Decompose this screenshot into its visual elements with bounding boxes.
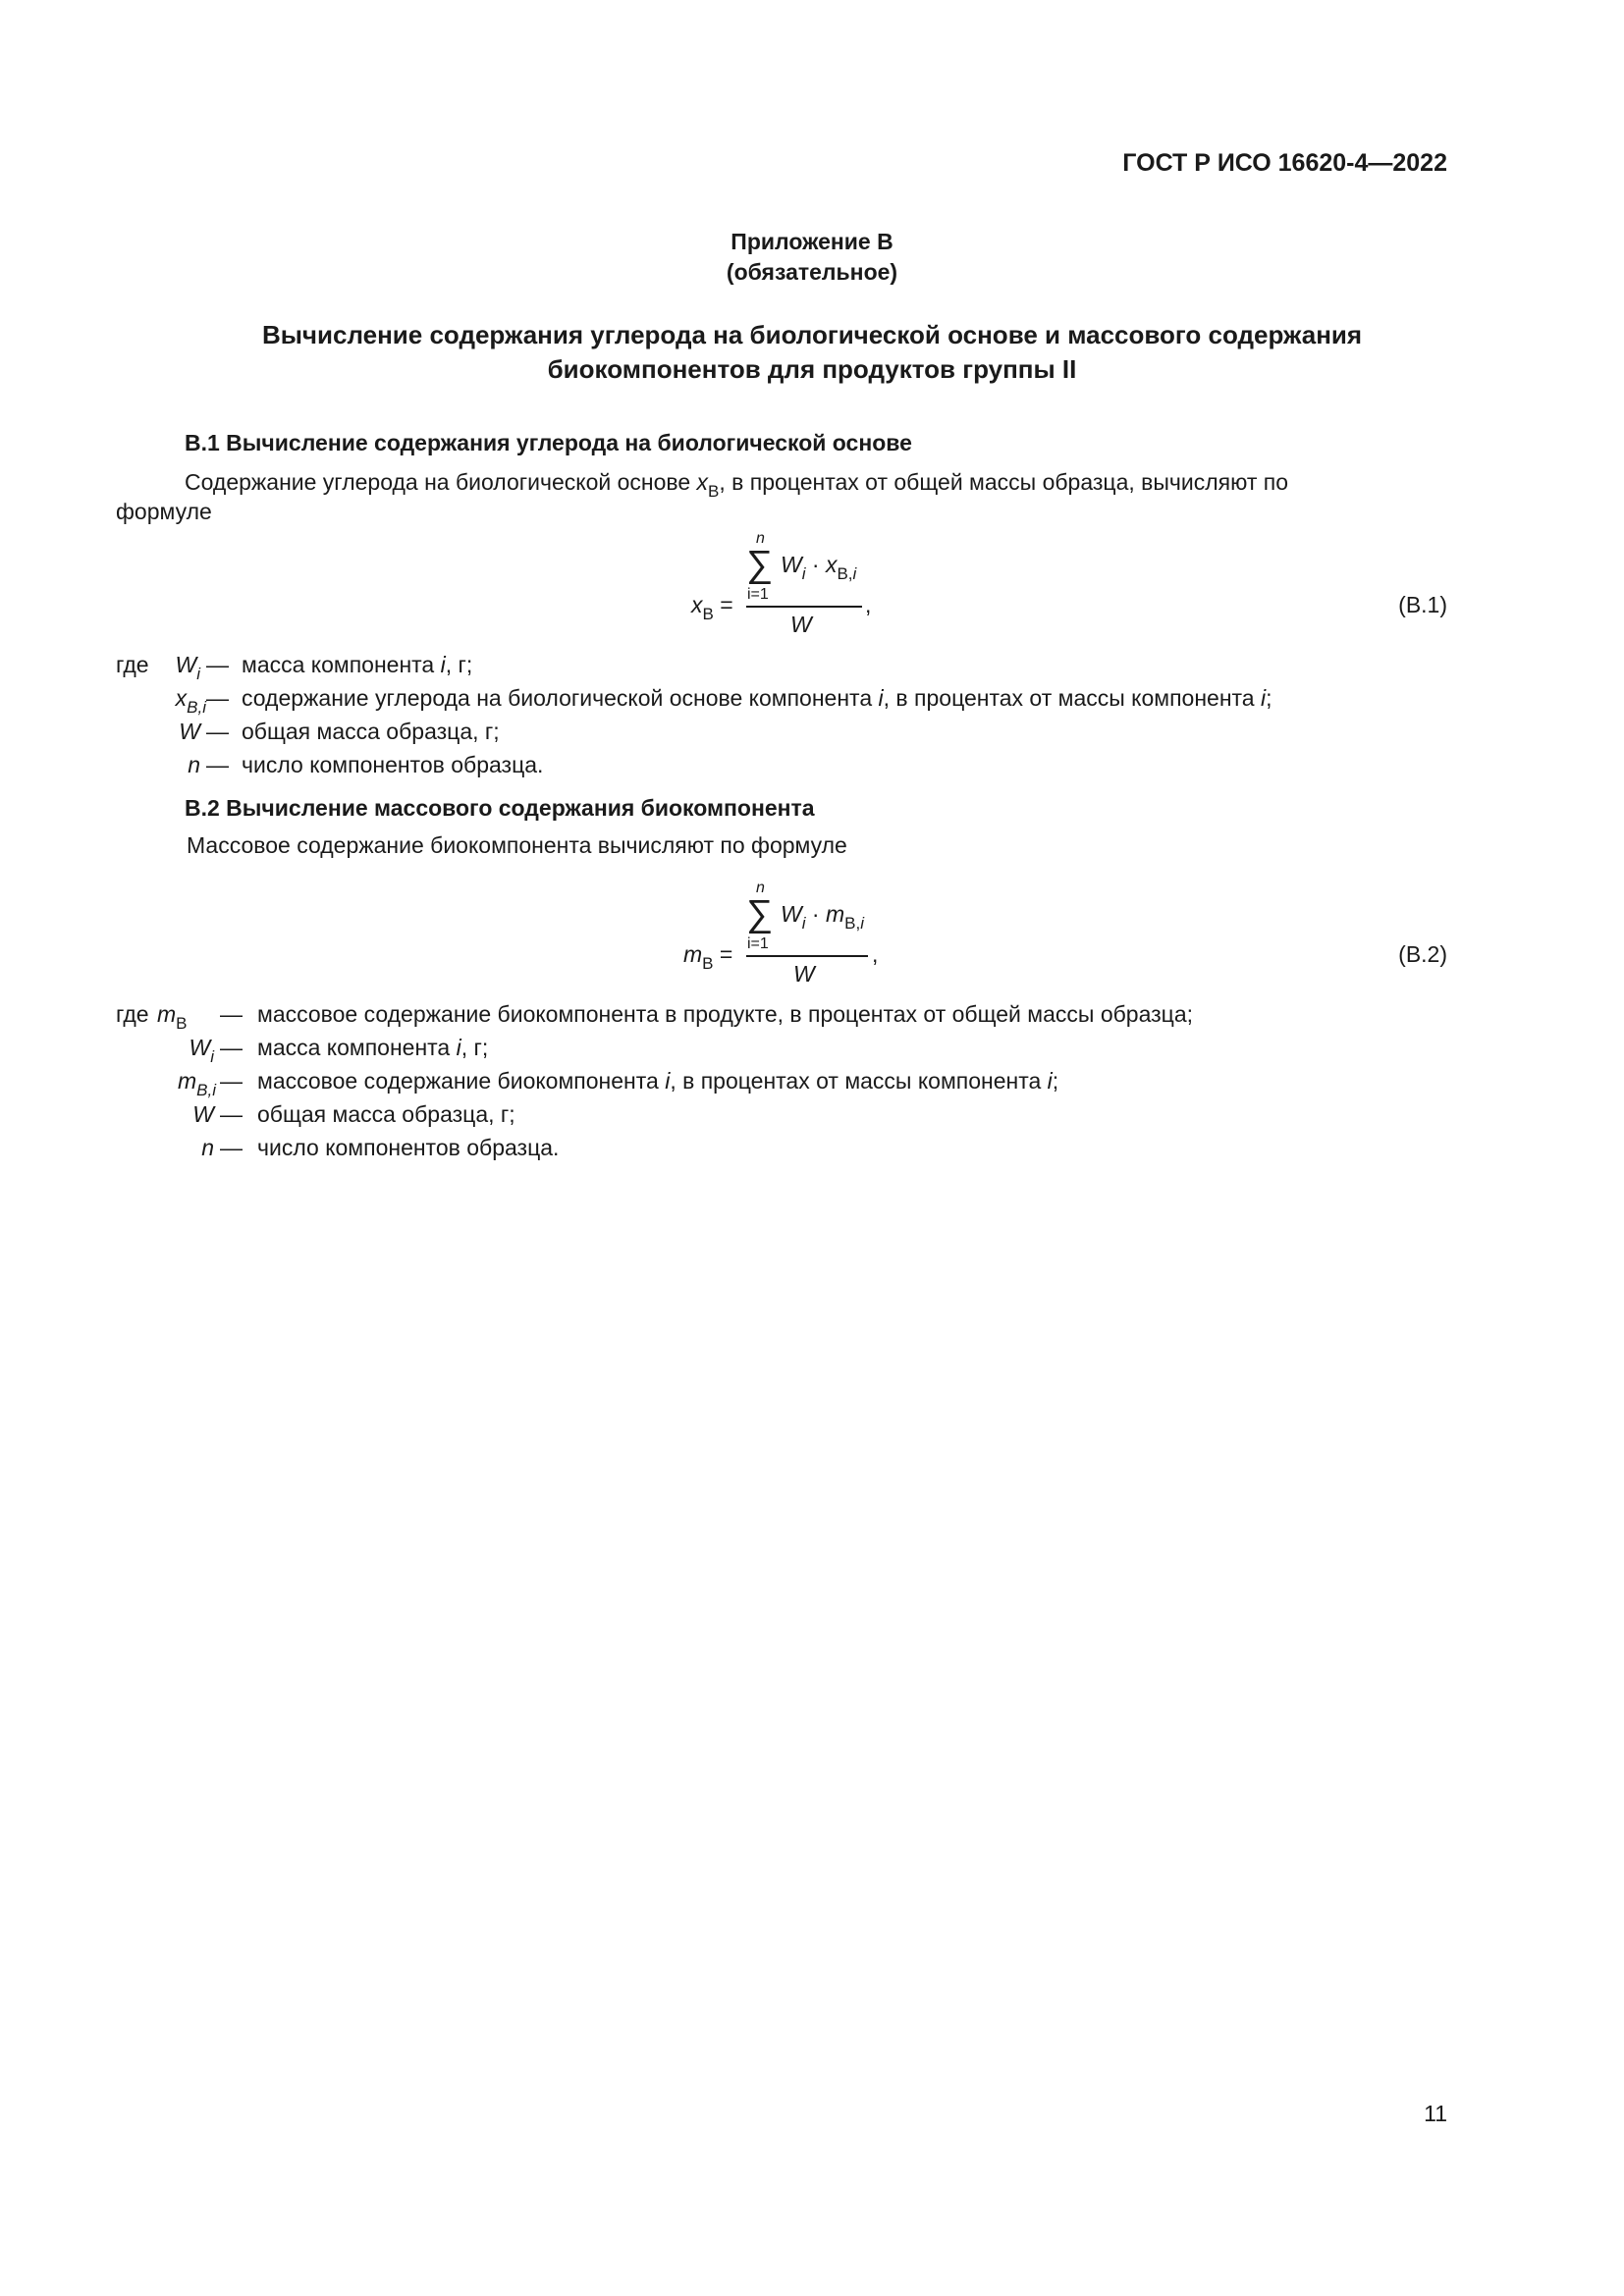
annex-label: Приложение В: [731, 229, 893, 254]
formula-b2-num-m-sub-i: i: [860, 914, 864, 933]
formula-b2-equals: =: [719, 941, 733, 967]
formula-b2-denominator: W: [793, 961, 815, 987]
formula-b1-lhs-sub: B: [702, 605, 714, 623]
def-text: массовое содержание биокомпонента в продукте, в процентах от общей массы образца;: [257, 1001, 1194, 1027]
intro-symbol: x: [696, 469, 709, 495]
formula-b1-comma: ,: [865, 592, 872, 617]
def-symbol: $x_{B,i}$: [175, 685, 206, 717]
section-b2-heading: В.2 Вычисление массового содержания биокомпонента: [185, 795, 815, 821]
formula-b2-lhs: [683, 941, 733, 973]
formula-b1-lhs-symbol: x: [691, 592, 703, 617]
intro-text-after: , в процентах от общей массы образца, вычисляют по: [719, 469, 1289, 495]
formula-b2-lhs-sub: B: [702, 954, 714, 973]
def-text: массовое содержание биокомпонента i, в процентах от массы компонента i;: [257, 1068, 1059, 1094]
def-text: масса компонента i, г;: [257, 1035, 489, 1060]
formula-b1-num-x-sub-i: i: [852, 564, 857, 583]
formula-b2-fraction-bar: [746, 955, 868, 957]
def-text: число компонентов образца.: [257, 1135, 560, 1160]
def-symbol: $m_{B,i}$: [177, 1068, 216, 1099]
formula-b2-number: (В.2): [1398, 941, 1447, 967]
formula-b1-num-w-sub: i: [801, 564, 806, 583]
formula-b2-sum-sign: ∑: [746, 893, 774, 934]
def-symbol: $W_i$: [175, 652, 200, 683]
formula-b1-numerator: [781, 552, 857, 583]
formula-b1-num-x-sub-b: B,: [837, 564, 853, 583]
formula-b1-sum-sign: ∑: [746, 544, 774, 585]
section-b1-intro-line2: формуле: [116, 499, 212, 524]
section-b1-intro: [116, 465, 1447, 502]
where-label-b1: где: [116, 652, 149, 677]
formula-b2-num-w: W: [781, 901, 802, 927]
def-text: содержание углерода на биологической основе компонента i, в процентах от массы компонента i;: [242, 685, 1272, 711]
annex-title-line1: Вычисление содержания углерода на биологической основе и массового содержания: [261, 320, 1363, 349]
formula-b2-num-m-sub: [844, 914, 864, 933]
formula-b2-lhs-symbol: m: [683, 941, 703, 967]
formula-b2-comma: ,: [872, 941, 879, 967]
formula-b1-number: (В.1): [1398, 592, 1447, 617]
annex-title: [118, 318, 1506, 387]
formula-b1-fraction-bar: [746, 606, 862, 608]
intro-text-before: Содержание углерода на биологической основе: [185, 469, 697, 495]
def-symbol: n: [201, 1135, 214, 1160]
def-symbol: W: [192, 1101, 214, 1127]
def-symbol: W: [179, 719, 200, 744]
document-page: ГОСТ Р ИСО 16620-4—2022 Приложение В (обязательное) Вычисление содержания углерода на биологической основе и массового содержания биокомпонентов для продуктов группы II В.1 Вычисление содержания углерода на биологической основе Содержание углерода на биологической основе $x_B$, в процентах от общей массы образца, вычисляют по формуле n ∑ i=1 $W_i \cdot x_{B,i}$ W $x_B$ = , (В.1) где $W_i$ — масса компонента i, г; $x_{B,i}$ — содержание углерода на биологической основе компонента i, в процентах от массы компонента i; W — общая масса образца, г; n — число компонентов образца. В.2 Вычисление массового содержания биокомпонента Массовое содержание биокомпонента вычисляют по формуле n ∑ i=1 $W_i \cdot m_{B,i}$ W $m_B$ = , (В.2) где $m_B$ — массовое содержание биокомпонента в продукте, в процентах от общей массы образца; $W_i$ — масса компонента i, г; $m_{B,i}$ — массовое содержание биокомпонента i, в процентах от массы компонента i; W — общая масса образца, г; n — число компонентов образца. 11: [0, 0, 1624, 2296]
intro-symbol-sub: B: [708, 482, 720, 501]
def-symbol: $m_B$: [157, 1001, 188, 1033]
annex-heading: [0, 227, 1624, 288]
formula-b1-dot: ·: [811, 552, 820, 577]
formula-b2-dot: ·: [811, 901, 820, 927]
def-symbol: n: [188, 752, 200, 777]
def-text: масса компонента i, г;: [242, 652, 473, 677]
document-code: ГОСТ Р ИСО 16620-4—2022: [1122, 149, 1447, 177]
formula-b2-numerator: [781, 901, 864, 933]
formula-b1-num-x: x: [825, 552, 838, 577]
formula-b1-num-x-sub: [837, 564, 856, 583]
where-label-b2: где: [116, 1001, 149, 1027]
section-b2-intro: Массовое содержание биокомпонента вычисляют по формуле: [187, 832, 847, 858]
formula-b2-num-w-sub: i: [801, 914, 806, 933]
formula-b2-sum-lower: i=1: [747, 935, 769, 952]
formula-b1-lhs: [691, 592, 733, 623]
formula-b2-num-m-sub-b: B,: [844, 914, 861, 933]
formula-b1-num-w: W: [781, 552, 802, 577]
formula-b1-denominator: W: [790, 612, 812, 637]
formula-b2-sum-upper: n: [756, 880, 765, 896]
annex-title-line2: биокомпонентов для продуктов группы II: [547, 354, 1077, 384]
page-number: 11: [1424, 2101, 1447, 2126]
annex-status: (обязательное): [726, 259, 898, 285]
def-symbol: $W_i$: [189, 1035, 214, 1066]
def-text: общая масса образца, г;: [257, 1101, 515, 1127]
formula-b1-sum-upper: n: [756, 530, 765, 547]
section-b1-heading: В.1 Вычисление содержания углерода на биологической основе: [185, 430, 912, 455]
formula-b1-equals: =: [720, 592, 733, 617]
formula-b2-num-m: m: [825, 901, 845, 927]
def-text: общая масса образца, г;: [242, 719, 500, 744]
def-text: число компонентов образца.: [242, 752, 544, 777]
formula-b1-sum-lower: i=1: [747, 586, 769, 603]
